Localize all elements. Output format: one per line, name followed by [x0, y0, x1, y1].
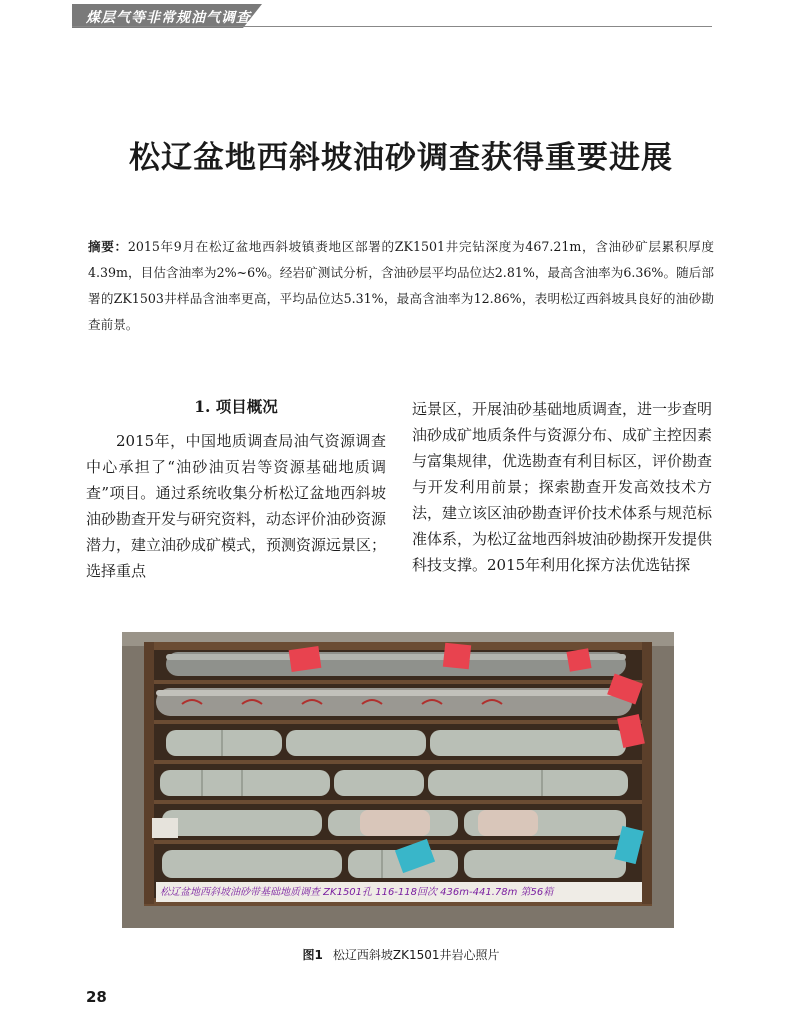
- body-paragraph-right: 远景区，开展油砂基础地质调查，进一步查明油砂成矿地质条件与资源分布、成矿主控因素与富集规律，优选勘查有利目标区，评价勘查与开发利用前景；探索勘查开发高效技术方法，建立该区油砂勘查评价技术体系与规范标准体系，为松辽盆地西斜坡油砂勘探开发提供科技支撑。2015年利用化探方法优选钻探: [412, 400, 713, 574]
- core-box-label: 松辽盆地西斜坡油砂带基础地质调查 ZK1501孔 116-118回次 436m-441.78m 第56箱: [160, 887, 554, 898]
- column-left: [86, 396, 386, 584]
- figure-caption: [0, 946, 802, 963]
- header-rule: [72, 26, 712, 27]
- abstract-label: 摘要：: [88, 239, 128, 254]
- column-right: [412, 396, 712, 578]
- running-title: 煤层气等非常规油气调查: [86, 10, 251, 26]
- body-paragraph-left: 2015年，中国地质调查局油气资源调查中心承担了“油砂油页岩等资源基础地质调查”项目。通过系统收集分析松辽盆地西斜坡油砂勘查开发与研究资料，动态评价油砂资源潜力，建立油砂成矿模式，预测资源远景区；选择重点: [86, 432, 387, 580]
- figure-caption-text: 松辽西斜坡ZK1501井岩心照片: [332, 948, 500, 962]
- section-heading: 1. 项目概况: [194, 397, 278, 416]
- abstract: [88, 234, 714, 338]
- figure-label: 图1: [302, 948, 323, 962]
- abstract-text: 2015年9月在松辽盆地西斜坡镇赉地区部署的ZK1501井完钻深度为467.21m，含油砂矿层累积厚度4.39m，目估含油率为2%~6%。经岩矿测试分析，含油砂层平均品位达2.81%，最高含油率为6.36%。随后部署的ZK1503井样品含油率更高，平均品位达5.31%，最高含油率为12.86%，表明松辽西斜坡具良好的油砂勘查前景。: [88, 239, 715, 332]
- page-number: 28: [86, 988, 107, 1006]
- article-title: 松辽盆地西斜坡油砂调查获得重要进展: [129, 140, 673, 176]
